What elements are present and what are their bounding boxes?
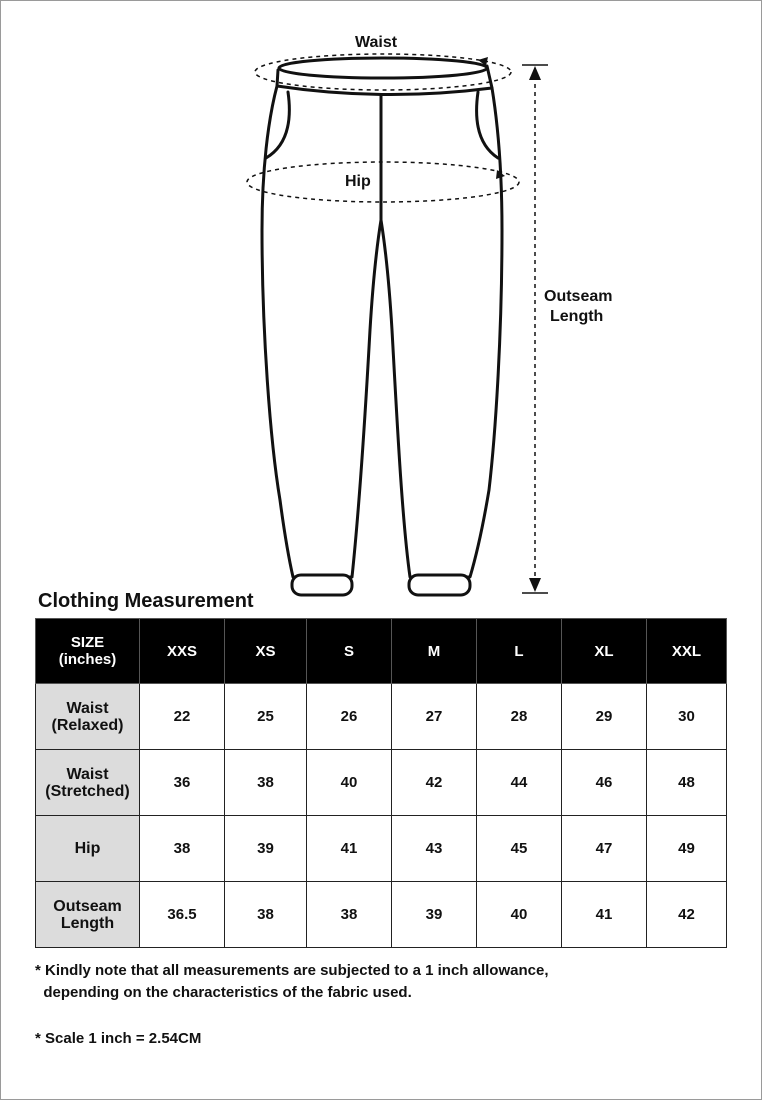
table-cell: 48 xyxy=(647,750,727,816)
outseam-bottom-arrow xyxy=(529,578,541,592)
table-cell: 38 xyxy=(225,750,307,816)
table-row xyxy=(36,882,727,948)
left-cuff xyxy=(292,575,352,595)
table-title: Clothing Measurement xyxy=(38,590,254,612)
table-cell: 41 xyxy=(562,882,647,948)
size-header-line2: (inches) xyxy=(58,651,117,668)
outseam-label-line1: Outseam xyxy=(544,288,613,305)
row-label-waist-stretched xyxy=(36,750,140,816)
row-label-line2: (Relaxed) xyxy=(51,716,124,734)
allowance-note xyxy=(35,960,735,1004)
table-cell: 36 xyxy=(140,750,225,816)
hip-guide xyxy=(247,162,519,202)
size-xs: XS xyxy=(225,619,307,684)
table-cell: 40 xyxy=(477,882,562,948)
hip-label: Hip xyxy=(345,173,371,190)
outseam-top-arrow xyxy=(529,66,541,80)
size-header-line1: SIZE xyxy=(70,634,105,651)
table-cell: 39 xyxy=(392,882,477,948)
size-header-cell xyxy=(36,619,140,684)
table-cell: 46 xyxy=(562,750,647,816)
table-cell: 38 xyxy=(140,816,225,882)
table-cell: 27 xyxy=(392,684,477,750)
table-cell: 30 xyxy=(647,684,727,750)
row-label-hip xyxy=(36,816,140,882)
table-cell: 47 xyxy=(562,816,647,882)
size-xxs: XXS xyxy=(140,619,225,684)
table-cell: 29 xyxy=(562,684,647,750)
size-s: S xyxy=(307,619,392,684)
table-row xyxy=(36,816,727,882)
table-cell: 43 xyxy=(392,816,477,882)
scale-note: * Scale 1 inch = 2.54CM xyxy=(35,1030,202,1047)
table-cell: 39 xyxy=(225,816,307,882)
row-label-line2: (Stretched) xyxy=(45,782,130,800)
table-cell: 40 xyxy=(307,750,392,816)
table-cell: 28 xyxy=(477,684,562,750)
row-label-line2: Length xyxy=(60,914,115,932)
measurement-table xyxy=(35,618,727,948)
table-cell: 26 xyxy=(307,684,392,750)
row-label-line1: Waist xyxy=(66,765,109,783)
right-cuff xyxy=(409,575,470,595)
table-row xyxy=(36,684,727,750)
table-cell: 38 xyxy=(307,882,392,948)
allowance-note-line2: depending on the characteristics of the fabric used. xyxy=(35,984,412,1001)
table-cell: 38 xyxy=(225,882,307,948)
size-l: L xyxy=(477,619,562,684)
table-cell: 49 xyxy=(647,816,727,882)
allowance-note-line1: * Kindly note that all measurements are subjected to a 1 inch allowance, xyxy=(35,962,549,979)
outseam-label-line2: Length xyxy=(550,308,604,325)
table-cell: 36.5 xyxy=(140,882,225,948)
row-label-line1: Outseam xyxy=(53,897,122,915)
table-row xyxy=(36,750,727,816)
header-row xyxy=(36,619,727,684)
table-cell: 25 xyxy=(225,684,307,750)
row-label-line1: Waist xyxy=(66,699,109,717)
table-cell: 44 xyxy=(477,750,562,816)
size-xxl: XXL xyxy=(647,619,727,684)
row-label-outseam-length xyxy=(36,882,140,948)
row-label-waist-relaxed xyxy=(36,684,140,750)
table-cell: 41 xyxy=(307,816,392,882)
table-cell: 45 xyxy=(477,816,562,882)
size-xl: XL xyxy=(562,619,647,684)
table-cell: 42 xyxy=(392,750,477,816)
table-cell: 42 xyxy=(647,882,727,948)
waist-label: Waist xyxy=(355,34,398,51)
size-m: M xyxy=(392,619,477,684)
table-cell: 22 xyxy=(140,684,225,750)
waistband-shape xyxy=(279,58,487,78)
row-label-line1: Hip xyxy=(74,840,101,857)
